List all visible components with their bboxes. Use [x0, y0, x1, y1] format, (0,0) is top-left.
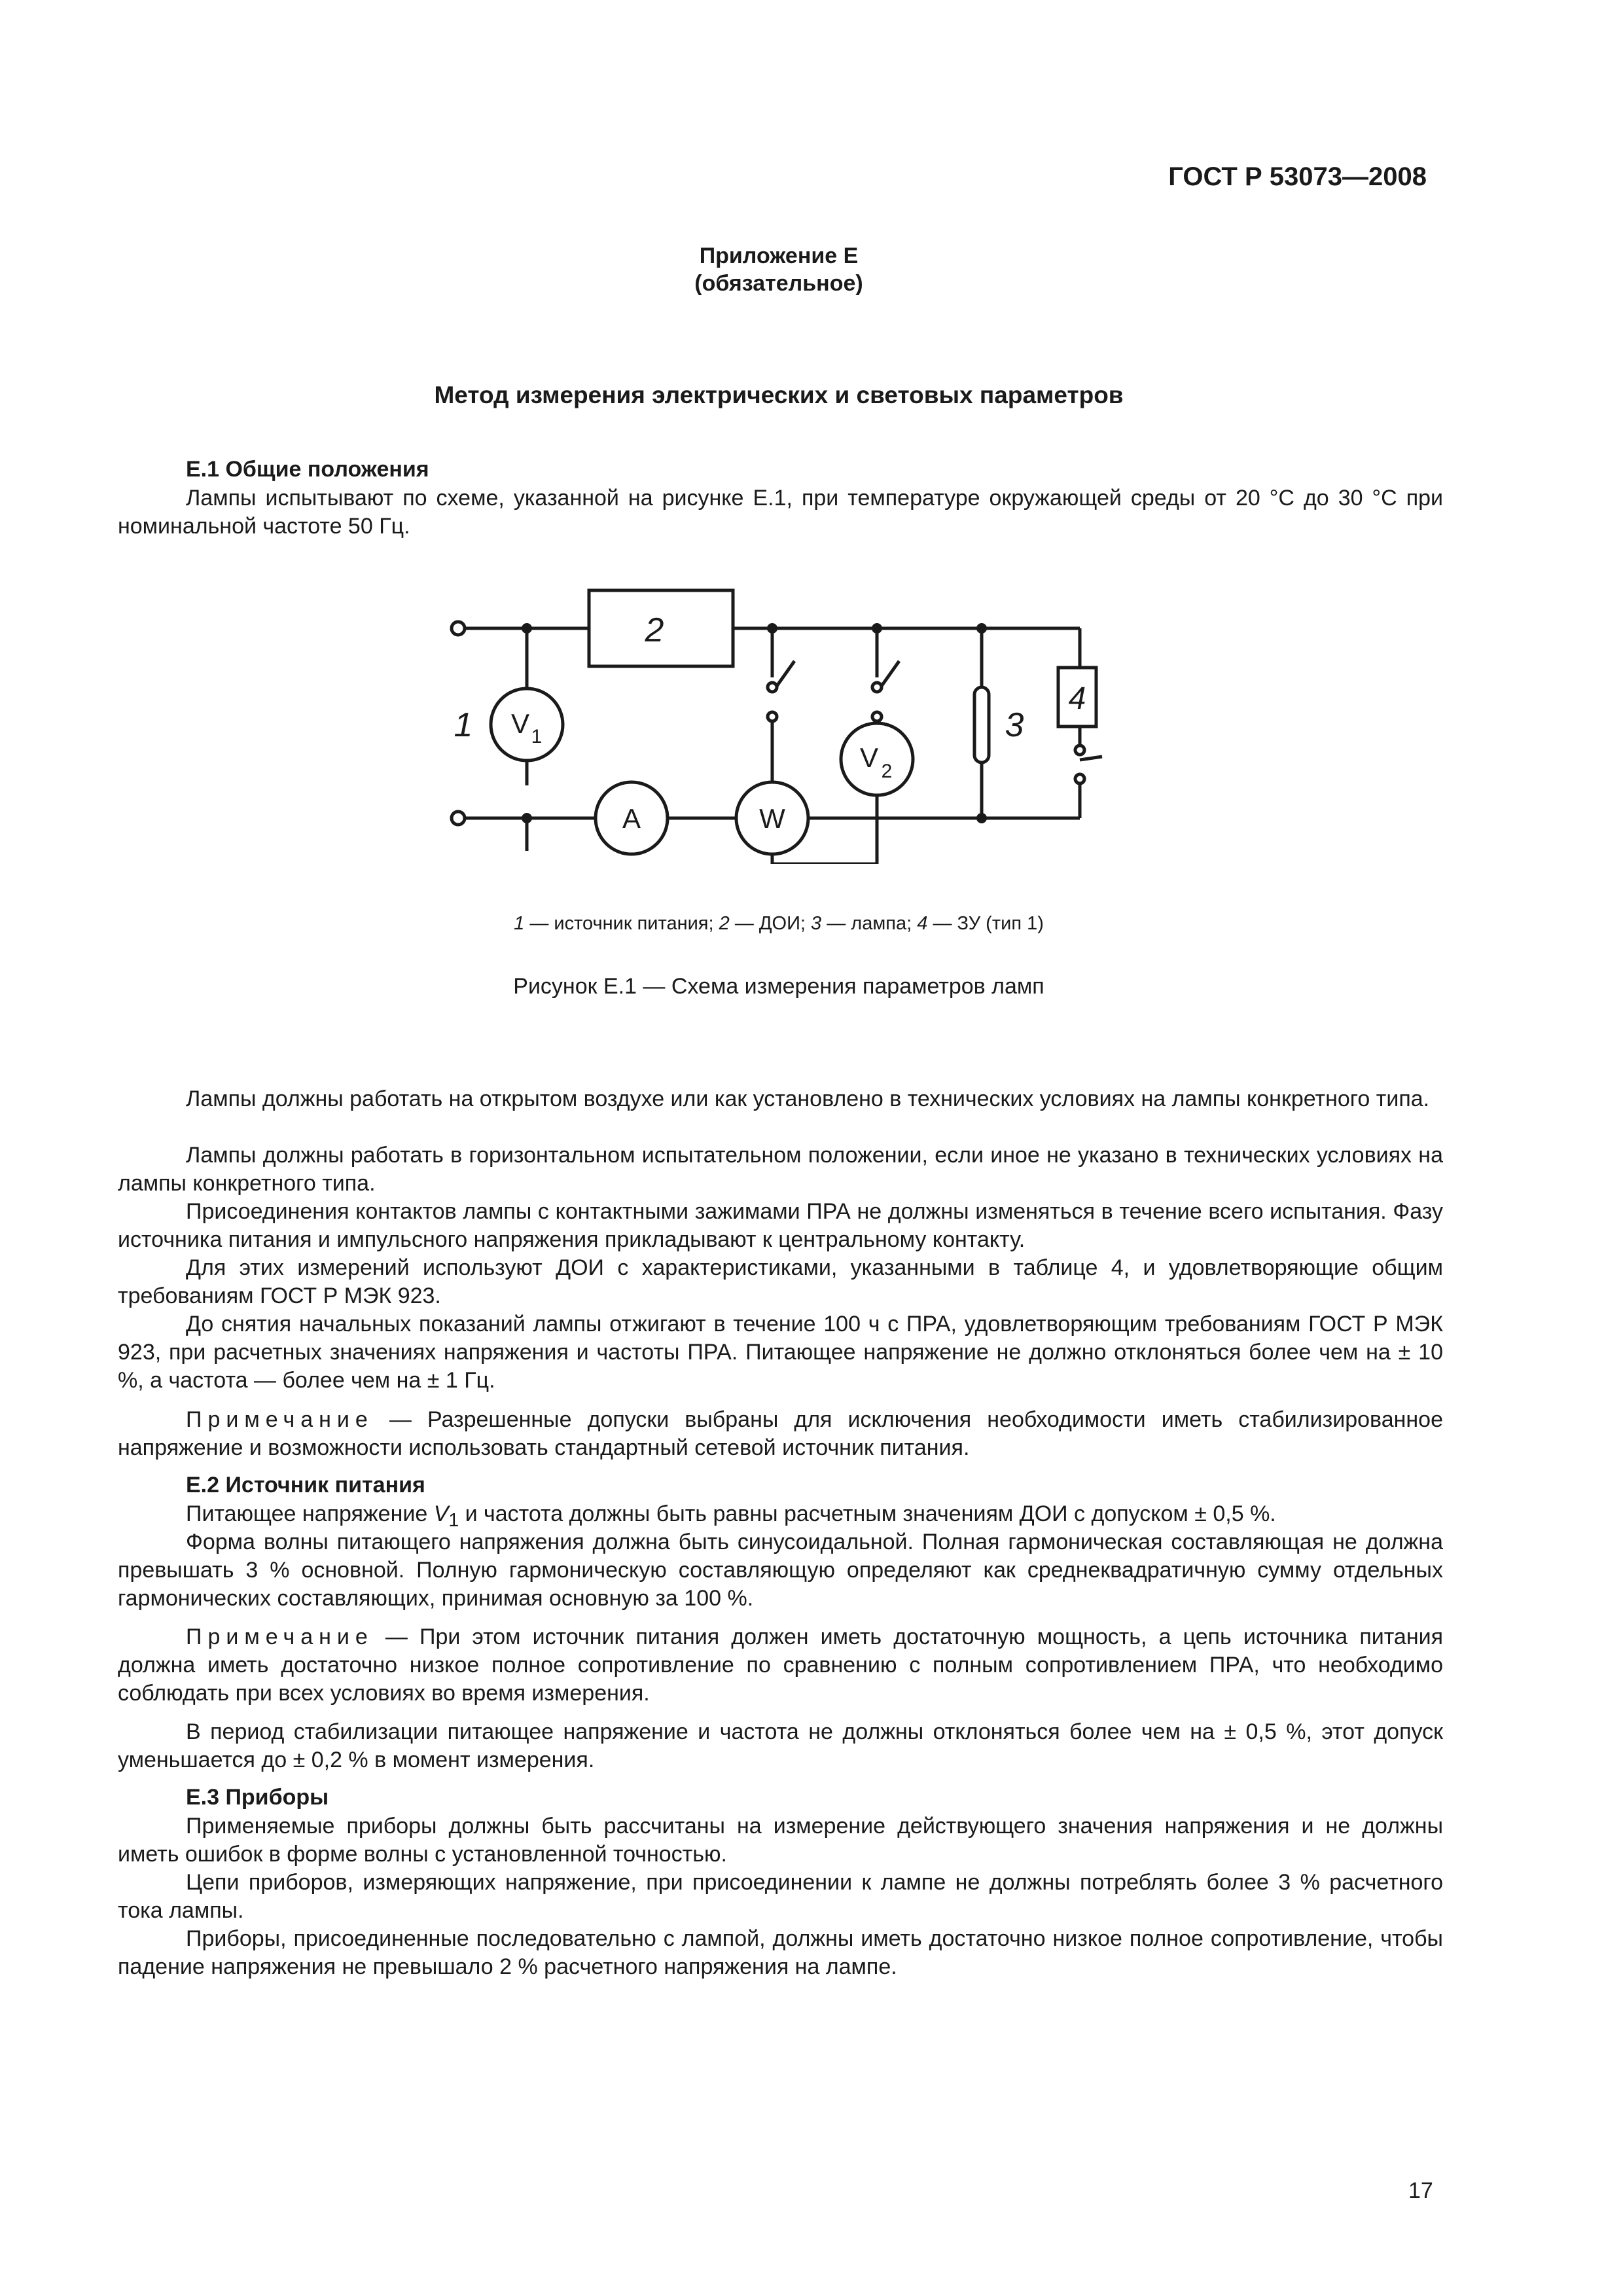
body-paragraph: Присоединения контактов лампы с контактными зажимами ПРА не должны изменяться в течение всего испытания. Фазу источника питания и импульсного напряжения прикладывают к центральному контакту. — [118, 1199, 1443, 1252]
body-paragraph: Питающее напряжение $V_1$ и частота должны быть равны расчетным значениям ДОИ с допуском ± 0,5 %. — [186, 1501, 1276, 1531]
body-paragraph: Приборы, присоединенные последовательно с лампой, должны иметь достаточно низкое полное сопротивление, чтобы падение напряжения не превышало 2 % расчетного напряжения на лампе. — [118, 1926, 1443, 1979]
page-number: 17 — [1408, 2178, 1433, 2203]
body-paragraph: Для этих измерений используют ДОИ с характеристиками, указанными в таблице 4, и удовлетворяющие общим требованиям ГОСТ Р МЭК 923. — [118, 1255, 1443, 1308]
body-paragraph: До снятия начальных показаний лампы отжигают в течение 100 ч с ПРА, удовлетворяющим требованиям ГОСТ Р МЭК 923, при расчетных значениях напряжения и частоты ПРА. Питающее напряжение не должно отклоняться более чем на ± 10 %, а частота — более чем на ± 1 Гц. — [118, 1312, 1443, 1393]
figure-caption: Рисунок Е.1 — Схема измерения параметров ламп — [513, 974, 1044, 999]
note-paragraph: Примечание — При этом источник питания должен иметь достаточную мощность, а цепь источника питания должна иметь достаточно низкое полное сопротивление по сравнению с полным сопротивлением ПРА, что необходимо соблюдать при всех условиях во время измерения. — [118, 1624, 1443, 1706]
body-paragraph: Лампы должны работать на открытом воздухе или как установлено в технических условиях на лампы конкретного типа. — [186, 1086, 1430, 1111]
note-paragraph: Примечание — Разрешенные допуски выбраны для исключения необходимости иметь стабилизированное напряжение и возможности использовать стандартный сетевой источник питания. — [118, 1407, 1443, 1460]
label-ballast: 2 — [645, 611, 664, 649]
document-code: ГОСТ Р 53073—2008 — [1168, 162, 1427, 191]
section-heading-e3: Е.3 Приборы — [186, 1785, 329, 1810]
input-terminal — [452, 622, 465, 635]
label-starter: 4 — [1068, 681, 1086, 716]
body-paragraph: Форма волны питающего напряжения должна быть синусоидальной. Полная гармоническая составляющая не должна превышать 3 % основной. Полную гармоническую составляющую определяют как среднеквадратичную сумму отдельных гармонических составляющих, принимая основную за 100 %. — [118, 1530, 1443, 1611]
intro-paragraph: Лампы испытывают по схеме, указанной на рисунке Е.1, при температуре окружающей среды от 20 °С до 30 °С при номинальной частоте 50 Гц. — [118, 486, 1443, 539]
v2-subscript: 2 — [881, 761, 893, 782]
v2-letter: V — [859, 742, 879, 773]
lamp-symbol — [974, 687, 989, 762]
label-lamp: 3 — [1005, 706, 1024, 744]
annex-title: Приложение Е — [699, 243, 859, 268]
page-title: Метод измерения электрических и световых параметров — [434, 382, 1124, 408]
figure-legend: 1 — источник питания; 2 — ДОИ; 3 — лампа; 4 — ЗУ (тип 1) — [514, 913, 1044, 934]
circuit-diagram — [445, 576, 1139, 864]
v1-subscript: 1 — [531, 726, 543, 747]
wattmeter-letter: W — [759, 803, 785, 834]
section-heading-e2: Е.2 Источник питания — [186, 1473, 425, 1498]
body-paragraph: Применяемые приборы должны быть рассчитаны на измерение действующего значения напряжения и не должны иметь ошибок в форме волны с установленной точностью. — [118, 1814, 1443, 1867]
v1-letter: V — [510, 708, 530, 739]
annex-status: (обязательное) — [694, 271, 863, 296]
section-heading-e1: Е.1 Общие положения — [186, 457, 429, 482]
body-paragraph: В период стабилизации питающее напряжение и частота не должны отклоняться более чем на ± 0,5 %, этот допуск уменьшается до ± 0,2 % в момент измерения. — [118, 1719, 1443, 1772]
body-paragraph: Лампы должны работать в горизонтальном испытательном положении, если иное не указано в технических условиях на лампы конкретного типа. — [118, 1143, 1443, 1196]
ammeter-letter: A — [622, 803, 641, 834]
label-source: 1 — [454, 706, 473, 744]
input-terminal — [452, 812, 465, 825]
body-paragraph: Цепи приборов, измеряющих напряжение, при присоединении к лампе не должны потреблять более 3 % расчетного тока лампы. — [118, 1870, 1443, 1923]
switch-blade — [1080, 757, 1102, 760]
